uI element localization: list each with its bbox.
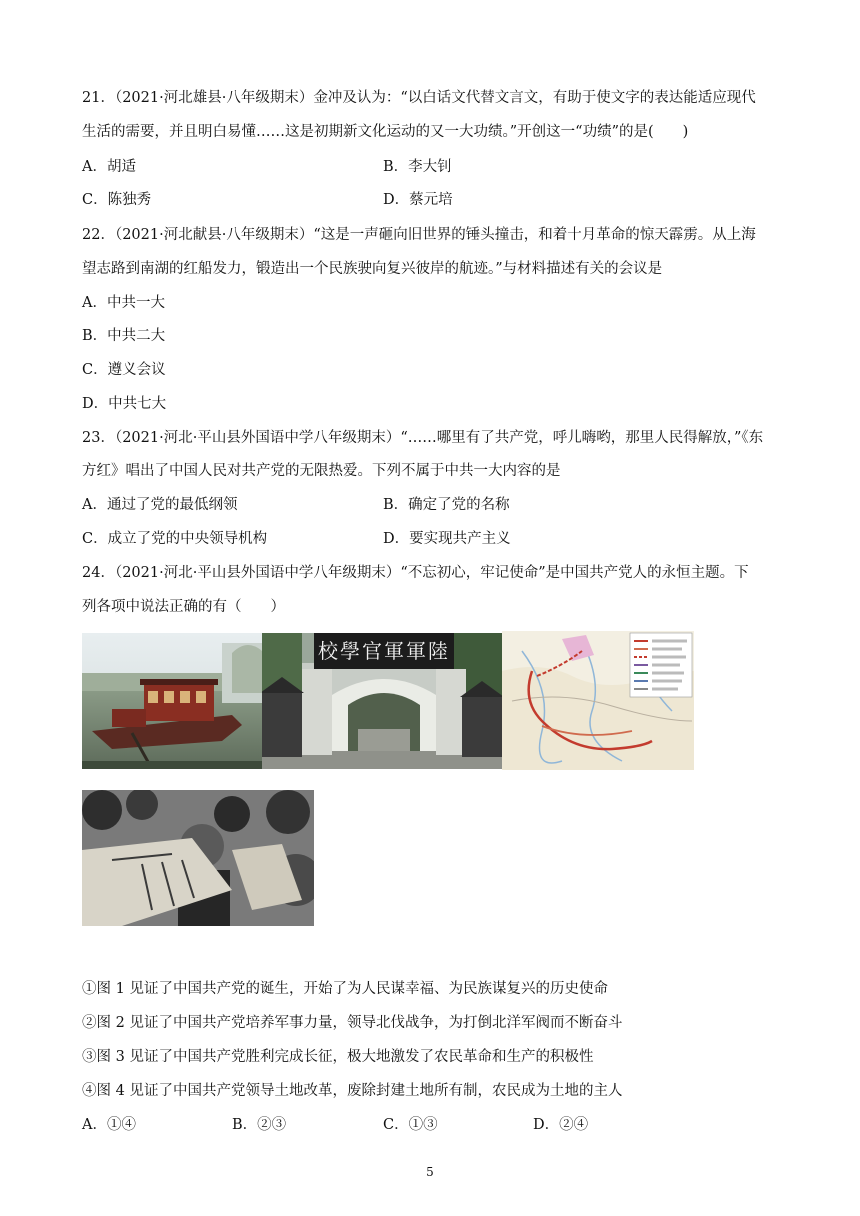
q22-option-a: A．中共一大 [82,295,165,311]
q24-option-c: C．①③ [383,1117,438,1133]
q24-statement-1: ①图 1 见证了中国共产党的诞生，开始了为人民谋幸福、为民族谋复兴的历史使命 [82,981,608,997]
q23-stem-line-1: 23．（2021·河北·平山县外国语中学八年级期末）“……哪里有了共产党，呼儿嗨哟，那里人民得解放，”《东 [82,430,764,446]
q21-option-c: C．陈独秀 [82,192,152,208]
figure-4-land-reform-photo [82,790,314,926]
figure-1-red-boat-photo [82,633,262,769]
q23-option-c: C．成立了党的中央领导机构 [82,531,268,547]
q24-option-d: D．②④ [533,1117,589,1133]
figure-2-academy-gate-photo [262,633,502,769]
q24-stem-line-2: 列各项中说法正确的有（ ） [82,599,285,615]
q22-stem-line-2: 望志路到南湖的红船发力，锻造出一个民族驶向复兴彼岸的航迹。”与材料描述有关的会议是 [82,261,663,277]
q21-option-d: D．蔡元培 [383,192,453,208]
q21-stem-line-1: 21．（2021·河北雄县·八年级期末）金冲及认为：“以白话文代替文言文，有助于使文字的表达能适应现代 [82,90,756,106]
q23-option-a: A．通过了党的最低纲领 [82,497,238,513]
q24-statement-3: ③图 3 见证了中国共产党胜利完成长征，极大地激发了农民革命和生产的积极性 [82,1049,594,1065]
q21-option-a: A．胡适 [82,159,136,175]
page-number: 5 [426,1165,434,1179]
q22-option-c: C．遵义会议 [82,362,166,378]
q23-option-d: D．要实现共产主义 [383,531,511,547]
q23-option-b: B．确定了党的名称 [383,497,510,513]
q24-option-a: A．①④ [82,1117,136,1133]
gate-sign: 陸軍軍官學校 [318,639,450,663]
q22-stem-line-1: 22．（2021·河北献县·八年级期末）“这是一声砸向旧世界的锤头撞击，和着十月革命的惊天霹雳。从上海 [82,227,756,243]
q21-option-b: B．李大钊 [383,159,452,175]
q24-statement-4: ④图 4 见证了中国共产党领导土地改革，废除封建土地所有制，农民成为土地的主人 [82,1083,623,1099]
q24-stem-line-1: 24．（2021·河北·平山县外国语中学八年级期末）“不忘初心，牢记使命”是中国共产党人的永恒主题。下 [82,565,749,581]
figure-3-route-map [502,631,694,770]
q24-statement-2: ②图 2 见证了中国共产党培养军事力量，领导北伐战争，为打倒北洋军阀而不断奋斗 [82,1015,623,1031]
q22-option-b: B．中共二大 [82,328,166,344]
q24-option-b: B．②③ [232,1117,287,1133]
q21-stem-line-2: 生活的需要，并且明白易懂……这是初期新文化运动的又一大功绩。”开创这一“功绩”的是( ) [82,124,689,140]
q22-option-d: D．中共七大 [82,396,167,412]
q23-stem-line-2: 方红》唱出了中国人民对共产党的无限热爱。下列不属于中共一大内容的是 [82,463,561,479]
